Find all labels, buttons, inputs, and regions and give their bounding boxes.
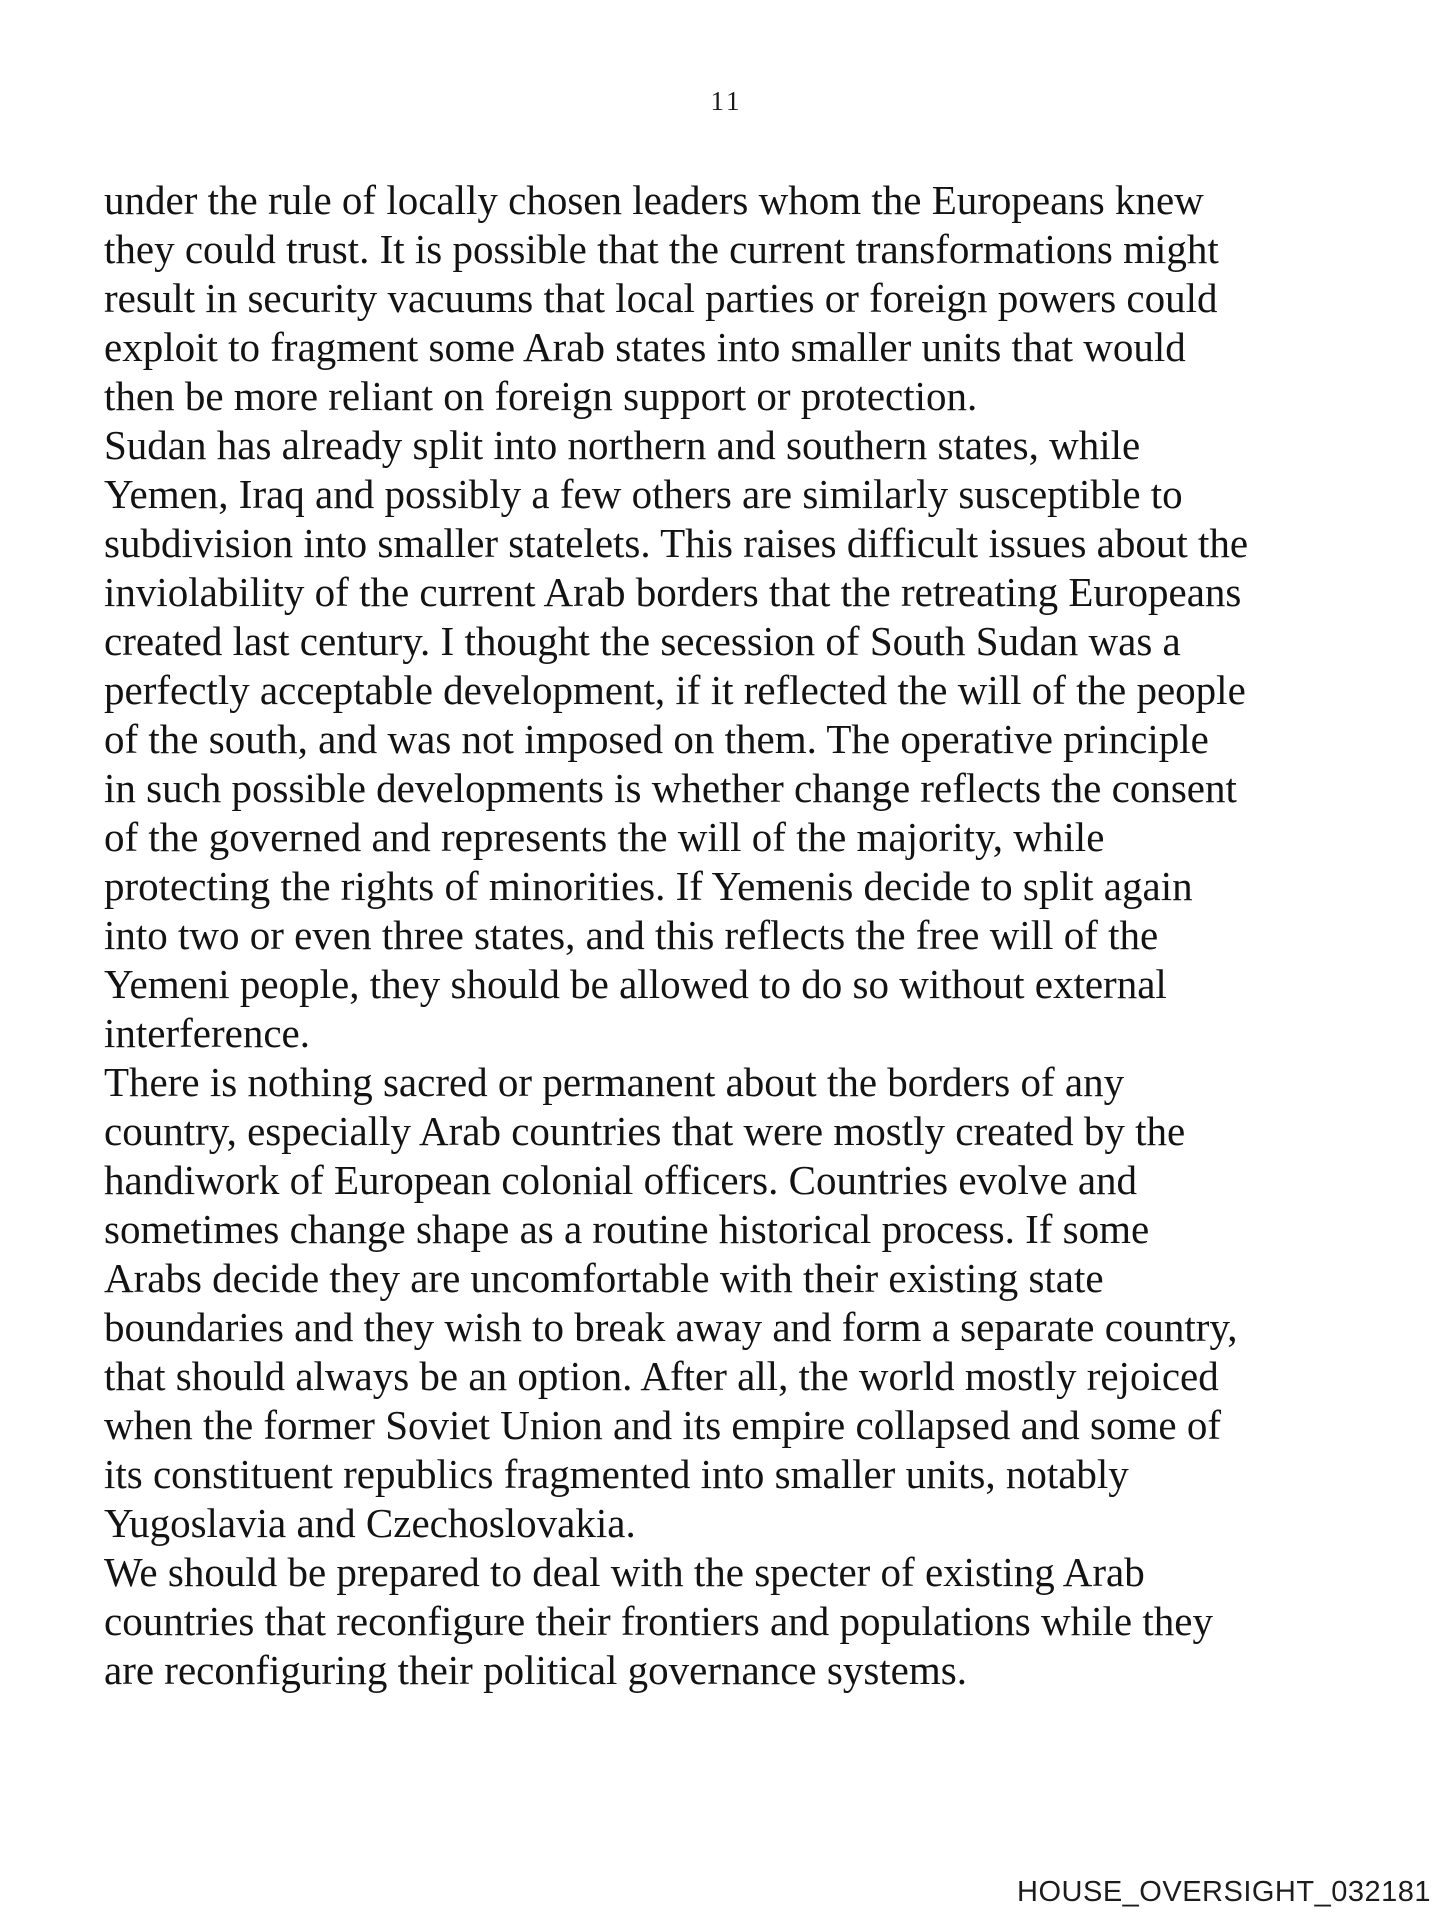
text-line: exploit to fragment some Arab states into smaller units that would <box>104 324 1186 370</box>
paragraph <box>104 421 1384 1058</box>
text-line: boundaries and they wish to break away and form a separate country, <box>104 1304 1238 1350</box>
text-line: its constituent republics fragmented into smaller units, notably <box>104 1451 1129 1497</box>
text-line: perfectly acceptable development, if it reflected the will of the people <box>104 667 1246 713</box>
text-line: Arabs decide they are uncomfortable with their existing state <box>104 1255 1104 1301</box>
paragraph <box>104 1548 1384 1695</box>
text-line: in such possible developments is whether change reflects the consent <box>104 765 1237 811</box>
text-line: are reconfiguring their political governance systems. <box>104 1647 967 1693</box>
text-line: when the former Soviet Union and its empire collapsed and some of <box>104 1402 1221 1448</box>
text-line: result in security vacuums that local parties or foreign powers could <box>104 275 1218 321</box>
text-line: We should be prepared to deal with the specter of existing Arab <box>104 1549 1145 1595</box>
text-line: country, especially Arab countries that were mostly created by the <box>104 1108 1186 1154</box>
text-line: that should always be an option. After all, the world mostly rejoiced <box>104 1353 1219 1399</box>
text-line: sometimes change shape as a routine historical process. If some <box>104 1206 1150 1252</box>
text-line: Yemeni people, they should be allowed to do so without external <box>104 961 1167 1007</box>
text-line: of the south, and was not imposed on them. The operative principle <box>104 716 1209 762</box>
document-body <box>104 176 1384 1695</box>
text-line: interference. <box>104 1010 310 1056</box>
text-line: subdivision into smaller statelets. This raises difficult issues about the <box>104 520 1249 566</box>
text-line: countries that reconfigure their frontiers and populations while they <box>104 1598 1213 1644</box>
text-line: then be more reliant on foreign support or protection. <box>104 373 978 419</box>
text-line: There is nothing sacred or permanent about the borders of any <box>104 1059 1125 1105</box>
page-number: 11 <box>710 86 743 116</box>
text-line: under the rule of locally chosen leaders whom the Europeans knew <box>104 177 1204 223</box>
paragraph <box>104 176 1384 421</box>
paragraph <box>104 1058 1384 1548</box>
text-line: they could trust. It is possible that the current transformations might <box>104 226 1219 272</box>
text-line: protecting the rights of minorities. If Yemenis decide to split again <box>104 863 1193 909</box>
text-line: Sudan has already split into northern and southern states, while <box>104 422 1141 468</box>
text-line: into two or even three states, and this reflects the free will of the <box>104 912 1159 958</box>
bates-stamp: HOUSE_OVERSIGHT_032181 <box>1017 1876 1431 1908</box>
text-line: created last century. I thought the secession of South Sudan was a <box>104 618 1181 664</box>
text-line: of the governed and represents the will of the majority, while <box>104 814 1105 860</box>
text-line: Yemen, Iraq and possibly a few others are similarly susceptible to <box>104 471 1183 517</box>
text-line: Yugoslavia and Czechoslovakia. <box>104 1500 636 1546</box>
text-line: handiwork of European colonial officers. Countries evolve and <box>104 1157 1138 1203</box>
text-line: inviolability of the current Arab borders that the retreating Europeans <box>104 569 1242 615</box>
